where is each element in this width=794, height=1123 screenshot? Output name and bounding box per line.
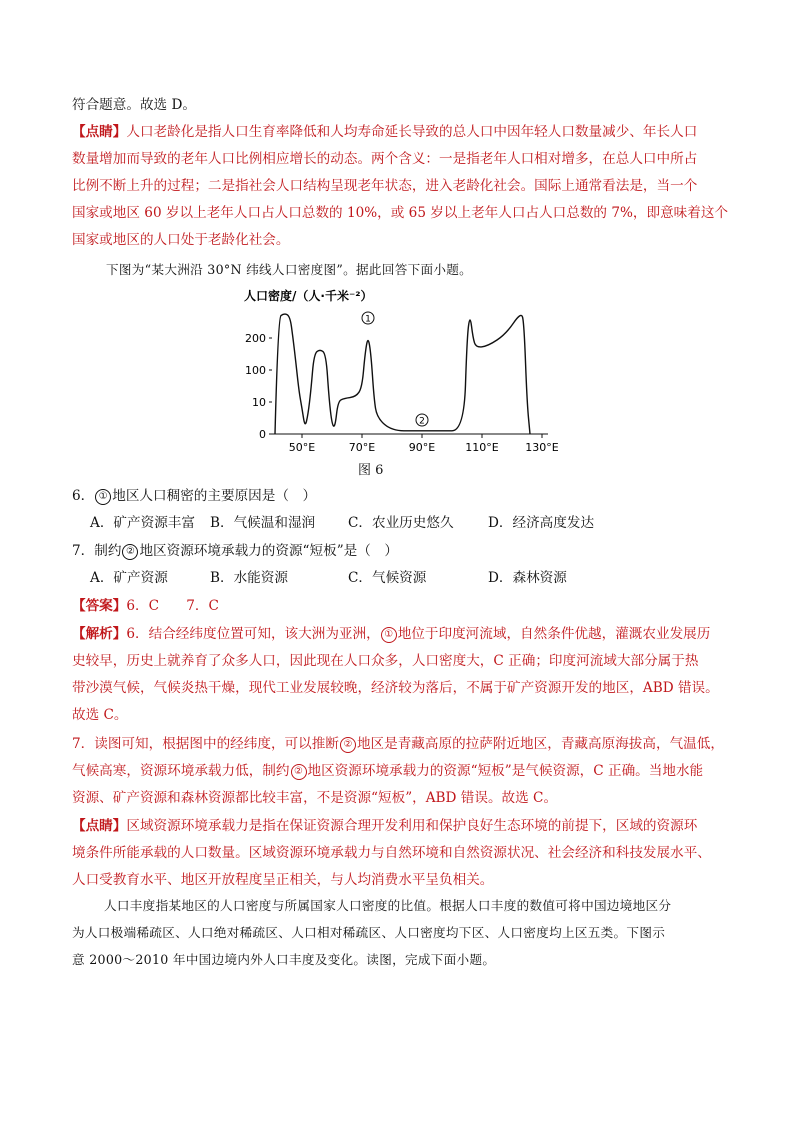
dianjing1-line-3: 比例不断上升的过程；二是指社会人口结构呈现老年状态，进入老龄化社会。国际上通常看法是，当一个 xyxy=(72,178,698,194)
jiexi-line-4: 故选 C。 xyxy=(72,707,128,723)
circle-2-marker: ② xyxy=(291,764,307,780)
intro-2-line-2: 为人口极端稀疏区、人口绝对稀疏区、人口相对稀疏区、人口密度均下区、人口密度均上区五类。下图示 xyxy=(72,925,666,940)
q7-stem: 7．制约 ② 地区资源环境承载力的资源“短板”是（ ） xyxy=(72,543,399,559)
dianjing1-line-2: 数量增加而导致的老年人口比例相应增长的动态。两个含义：一是指老年人口相对增多，在总人口中所占 xyxy=(72,151,698,167)
chart-caption: 图 6 xyxy=(358,463,384,478)
circle-1-marker: ① xyxy=(95,489,111,505)
dianjing1-line-1: 【点睛】人口老龄化是指人口生育率降低和人均寿命延长导致的总人口中因年轻人口数量减少、年长人口 xyxy=(72,124,698,140)
dianjing2-line-3: 人口受教育水平、地区开放程度呈正相关，与人均消费水平呈负相关。 xyxy=(72,872,494,888)
dianjing1-label: 【点睛】 xyxy=(72,124,127,140)
circle-2-marker: ② xyxy=(340,737,356,753)
jiexi-line-7: 资源、矿产资源和森林资源都比较丰富，不是资源“短板”，ABD 错误。故选 C。 xyxy=(72,790,558,806)
q7-option-b[interactable]: B．水能资源 xyxy=(210,570,288,586)
q6-option-d[interactable]: D．经济高度发达 xyxy=(488,515,595,531)
intro-1: 下图为“某大洲沿 30°N 纬线人口密度图”。据此回答下面小题。 xyxy=(106,262,473,277)
q6-option-b[interactable]: B．气候温和湿润 xyxy=(210,515,316,531)
jiexi-line-5: 7．读图可知，根据图中的经纬度，可以推断 ② 地区是青藏高原的拉萨附近地区，青藏高原海拔高，气温低， xyxy=(72,736,724,752)
x-tick-label: 50°E xyxy=(288,441,316,454)
intro-2-line-3: 意 2000～2010 年中国边境内外人口丰度及变化。读图，完成下面小题。 xyxy=(72,952,496,967)
circle-2-marker: ② xyxy=(122,544,138,560)
x-tick-label: 70°E xyxy=(348,441,376,454)
jiexi-label: 【解析】 xyxy=(72,626,127,642)
answer-label: 【答案】 xyxy=(72,598,127,614)
y-tick-label: 0 xyxy=(259,428,266,441)
q6-option-a[interactable]: A．矿产资源丰富 xyxy=(90,515,195,531)
y-tick-label: 200 xyxy=(245,332,266,345)
circle-1-marker: ① xyxy=(381,627,397,643)
annotation-label: 1 xyxy=(365,314,371,325)
jiexi-line-6: 气候高寒，资源环境承载力低，制约 ② 地区资源环境承载力的资源“短板”是气候资源，C 正确。当地水能 xyxy=(72,763,704,779)
q7-option-a[interactable]: A．矿产资源 xyxy=(90,570,168,586)
q7-option-c[interactable]: C．气候资源 xyxy=(348,570,427,586)
top-line: 符合题意。故选 D。 xyxy=(72,97,196,113)
y-tick-label: 100 xyxy=(245,364,266,377)
x-tick-label: 90°E xyxy=(408,441,436,454)
q6-stem: 6． ① 地区人口稠密的主要原因是（ ） xyxy=(72,488,317,504)
population-density-chart xyxy=(240,284,560,459)
q6-option-c[interactable]: C．农业历史悠久 xyxy=(348,515,454,531)
jiexi-line-2: 史较早，历史上就养育了众多人口，因此现在人口众多，人口密度大，C 正确；印度河流域大部分属于热 xyxy=(72,653,699,669)
y-tick-label: 10 xyxy=(252,396,266,409)
x-tick-label: 110°E xyxy=(465,441,499,454)
dianjing2-line-1: 【点睛】区域资源环境承载力是指在保证资源合理开发利用和保护良好生态环境的前提下，区域的资源环 xyxy=(72,818,698,834)
intro-2-line-1: 人口丰度指某地区的人口密度与所属国家人口密度的比值。根据人口丰度的数值可将中国边境地区分 xyxy=(104,898,672,913)
series-line xyxy=(275,314,530,434)
annotation-label: 2 xyxy=(419,416,425,427)
x-tick-label: 130°E xyxy=(525,441,559,454)
dianjing1-line-4: 国家或地区 60 岁以上老年人口占人口总数的 10%，或 65 岁以上老年人口占人口总数的 7%，即意味着这个 xyxy=(72,205,729,221)
jiexi-line-3: 带沙漠气候，气候炎热干燥，现代工业发展较晚，经济较为落后，不属于矿产资源开发的地区，ABD 错误。 xyxy=(72,680,719,696)
dianjing2-label: 【点睛】 xyxy=(72,818,127,834)
chart-ylabel: 人口密度/（人·千米⁻²） xyxy=(244,289,373,303)
q7-option-d[interactable]: D．森林资源 xyxy=(488,570,567,586)
jiexi-line-1: 【解析】6．结合经纬度位置可知，该大洲为亚洲， ① 地位于印度河流域，自然条件优越，灌溉农业发展历 xyxy=(72,626,711,642)
dianjing2-line-2: 境条件所能承载的人口数量。区域资源环境承载力与自然环境和自然资源状况、社会经济和科技发展水平、 xyxy=(72,845,711,861)
answer-line: 【答案】6．C 7．C xyxy=(72,598,219,614)
dianjing1-line-5: 国家或地区的人口处于老龄化社会。 xyxy=(72,232,290,248)
